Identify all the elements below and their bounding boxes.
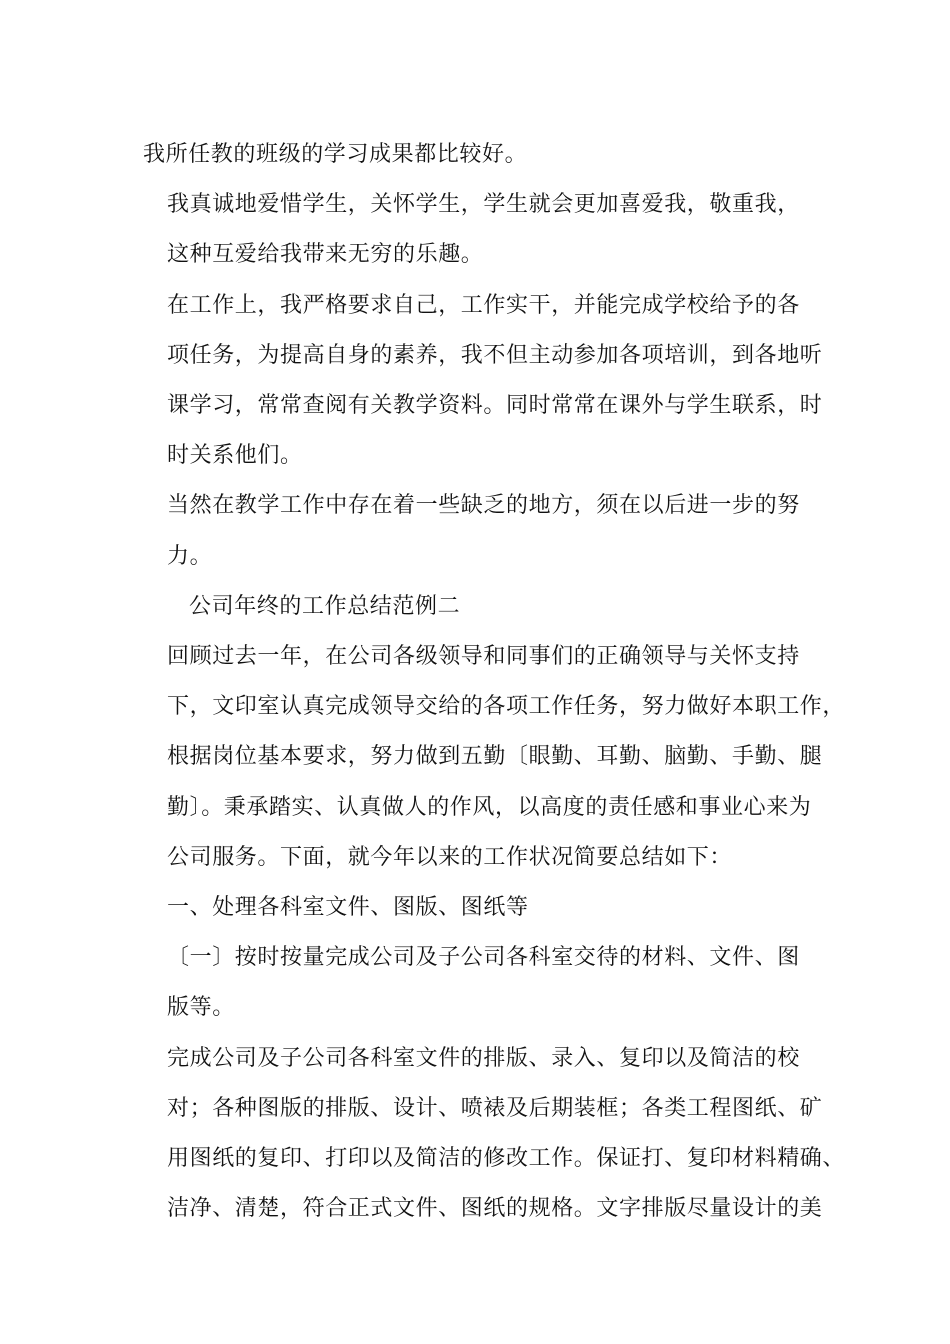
text-line: 下，文印室认真完成领导交给的各项工作任务，努力做好本职工作， — [167, 694, 846, 720]
text-line: 洁净、清楚，符合正式文件、图纸的规格。文字排版尽量设计的美 — [167, 1196, 823, 1222]
text-line: 用图纸的复印、打印以及简洁的修改工作。保证打、复印材料精确、 — [167, 1146, 846, 1172]
paragraph — [143, 632, 846, 883]
text-line: 公司服务。下面，就今年以来的工作状况简要总结如下： — [167, 844, 733, 870]
document-body — [143, 130, 846, 1234]
paragraph — [143, 1034, 846, 1235]
text-line: 时关系他们。 — [167, 443, 303, 469]
paragraph — [143, 933, 823, 1033]
text-line: 我真诚地爱惜学生，关怀学生，学生就会更加喜爱我，敬重我， — [167, 192, 800, 218]
paragraph — [143, 281, 823, 482]
text-line: 力。 — [167, 543, 213, 569]
paragraph — [143, 883, 823, 933]
text-line: 完成公司及子公司各科室文件的排版、录入、复印以及简洁的校 — [167, 1045, 800, 1071]
paragraph — [143, 180, 823, 280]
paragraph — [143, 481, 823, 581]
text-line: 这种互爱给我带来无穷的乐趣。 — [167, 242, 484, 268]
text-line: 我所任教的班级的学习成果都比较好。 — [143, 142, 528, 167]
text-line: 公司年终的工作总结范例二 — [189, 593, 461, 619]
text-line: 版等。 — [167, 995, 235, 1021]
text-line: 在工作上，我严格要求自己，工作实干，并能完成学校给予的各 — [167, 292, 800, 318]
text-line: 勤〕。秉承踏实、认真做人的作风，以高度的责任感和事业心来为 — [167, 794, 812, 820]
text-line: 回顾过去一年，在公司各级领导和同事们的正确领导与关怀支持 — [167, 644, 800, 670]
text-line: 根据岗位基本要求，努力做到五勤〔眼勤、耳勤、脑勤、手勤、腿 — [167, 744, 823, 770]
text-line: 〔一〕按时按量完成公司及子公司各科室交待的材料、文件、图 — [167, 945, 800, 971]
text-line: 对；各种图版的排版、设计、喷裱及后期装框；各类工程图纸、矿 — [167, 1095, 823, 1121]
text-line: 项任务，为提高自身的素养，我不但主动参加各项培训，到各地听 — [167, 342, 823, 368]
text-line: 当然在教学工作中存在着一些缺乏的地方，须在以后进一步的努 — [167, 493, 800, 519]
section-heading — [143, 582, 823, 632]
paragraph — [143, 130, 823, 180]
text-line: 一、处理各科室文件、图版、图纸等 — [167, 895, 529, 921]
text-line: 课学习，常常查阅有关教学资料。同时常常在课外与学生联系，时 — [167, 393, 823, 419]
